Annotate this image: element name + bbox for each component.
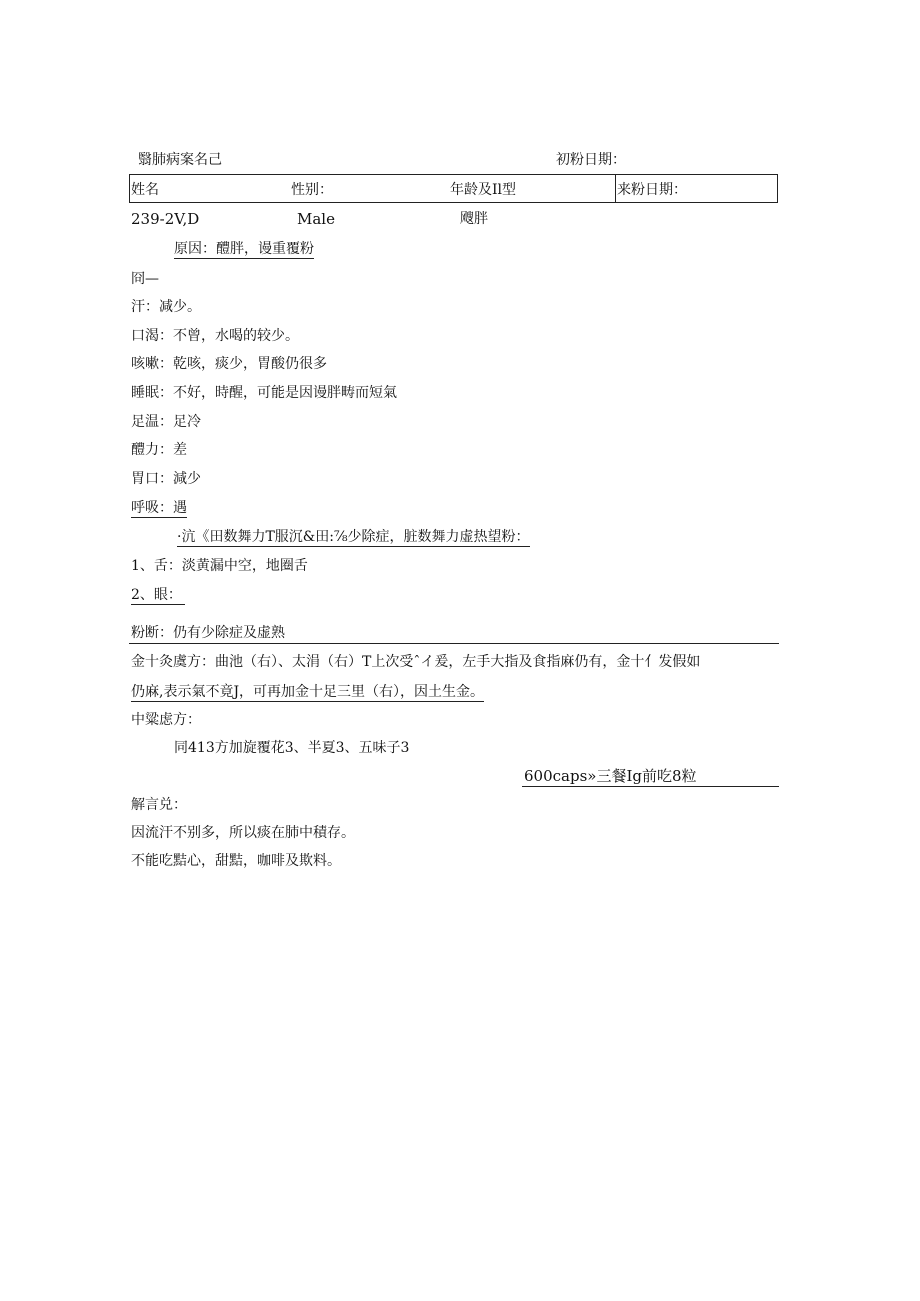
symptom-sleep: 睡眠：不好，時醒，可能是因谩胖畴而短氣 [131, 385, 397, 401]
first-visit-date-label: 初粉日期： [556, 152, 626, 168]
type-value: 飕胖 [460, 211, 488, 227]
herbal-formula: 同413方加旋覆花3、半夏3、五味子3 [174, 740, 410, 756]
acupuncture-line-1: 金十灸虞方：曲池（右）、太涓（右）T上次受ˆイ爰，左手大指及食指麻仍有，金十亻发假如 [131, 654, 701, 670]
table-divider [615, 174, 616, 203]
gender-label: 性别： [291, 182, 333, 198]
name-value: 239-2V,D [131, 210, 200, 228]
explanation-line-2: 不能吃黠心，甜黠，咖啡及欺料。 [131, 853, 341, 869]
age-type-label: 年龄及Il型 [450, 182, 517, 198]
inquiry-heading: 冏— [131, 271, 159, 287]
symptom-thirst: 口渴：不曾，水喝的较少。 [131, 328, 299, 344]
diagnosis-rule [129, 643, 779, 644]
diagnosis-line: 粉断：仍有少除症及虚熟 [131, 625, 285, 641]
symptom-stamina: 醴力：差 [131, 442, 187, 458]
cause-line: 原因：醴胖，谩重覆粉 [174, 241, 314, 257]
symptom-breathing: 呼吸：遇 [131, 500, 187, 516]
gender-value: Male [297, 210, 335, 228]
name-label: 姓名 [131, 182, 159, 198]
observation-eyes: 2、眼： [131, 586, 185, 605]
acupuncture-line-2: 仍麻,表示氣不竟J，可再加金十足三里（右），因土生金。 [131, 684, 485, 700]
dosage-rule [522, 786, 779, 787]
symptom-foot-temp: 足温：足冷 [131, 414, 201, 430]
herbal-heading: 中粱虑方： [131, 712, 201, 728]
record-title: 翳肺病案名己 [138, 152, 222, 168]
symptom-cough: 咳嗽：乾咳，痰少，胃酸仍很多 [131, 356, 327, 372]
symptom-sweat: 汗：减少。 [131, 299, 201, 315]
explanation-line-1: 因流汗不别多，所以痰在肺中積存。 [131, 825, 355, 841]
visit-date-label: 来粉日期： [617, 182, 687, 198]
herbal-dosage: 600caps»三餐Ig前吃8粒 [524, 767, 697, 785]
pulse-line: ·沆《田数舞力T服沉&田:⅞少除症，脏数舞力虚热望粉： [177, 529, 530, 545]
observation-tongue: 1、舌：淡黄漏中空，地圈舌 [131, 558, 308, 574]
explanation-heading: 解言兑： [131, 797, 187, 813]
symptom-appetite: 胃口：減少 [131, 471, 201, 487]
